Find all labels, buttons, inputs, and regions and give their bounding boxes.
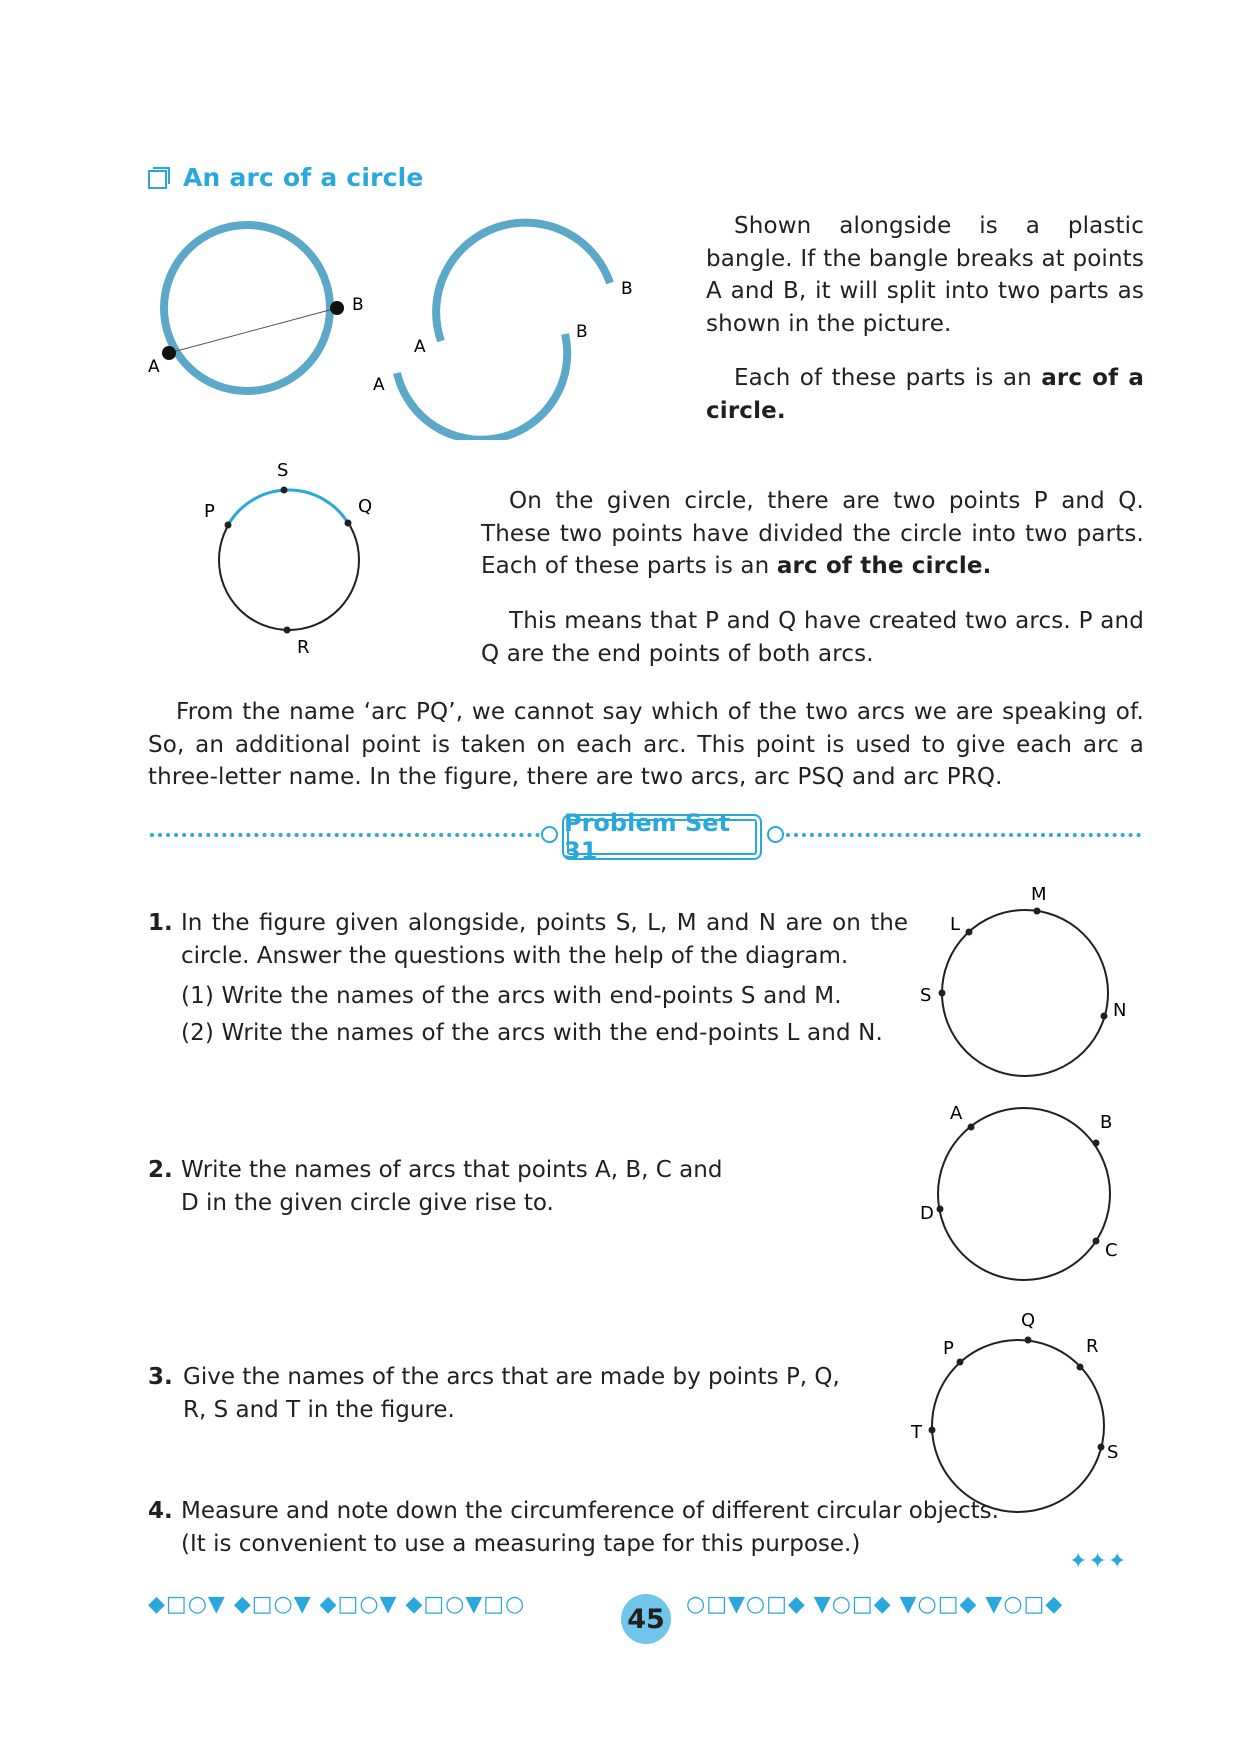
- explain-paragraph-1: [481, 485, 1144, 583]
- point-d: [937, 1206, 944, 1213]
- label-q: Q: [358, 496, 373, 517]
- label-s: S: [920, 985, 932, 1006]
- label-top-a: A: [414, 337, 426, 357]
- point-c: [1093, 1238, 1100, 1245]
- intro-paragraph: [706, 210, 1144, 340]
- section-heading: [148, 160, 424, 194]
- divider-ring-left: [541, 826, 558, 843]
- label-p: P: [204, 501, 215, 522]
- label-r: R: [297, 637, 310, 658]
- footer-pattern-right: ○□▼○□◆ ▼○□◆ ▼○□◆ ▼○□◆: [686, 1592, 1064, 1617]
- divider-ring-right: [767, 826, 784, 843]
- point-p: [957, 1359, 964, 1366]
- point-q: [345, 520, 352, 527]
- label-bottom-a: A: [373, 375, 385, 395]
- point-t: [929, 1427, 936, 1434]
- label-q: Q: [1021, 1310, 1036, 1331]
- label-r: R: [1086, 1336, 1099, 1357]
- divider-right: [786, 833, 1141, 837]
- explain-bold-1: arc of the circle.: [776, 553, 992, 579]
- abcd-circle-figure: [900, 1095, 1140, 1295]
- point-r: [284, 627, 291, 634]
- question-text: Write the names of arcs that points A, B, C and D in the given circle give rise to.: [181, 1157, 723, 1216]
- point-s: [1098, 1444, 1105, 1451]
- label-top-b: B: [621, 279, 633, 299]
- bangle-figure: [140, 200, 660, 440]
- point-n: [1101, 1013, 1108, 1020]
- question-1-sub-2: (2) Write the names of the arcs with the end-points L and N.: [181, 1020, 883, 1046]
- arc-definition-text: Each of these parts is an: [734, 365, 1042, 391]
- question-number: 3.: [148, 1364, 173, 1390]
- arc-psq: [228, 490, 348, 525]
- intro-text: Shown alongside is a plastic bangle. If the bangle breaks at points A and B, it will split into two parts as shown in the picture.: [706, 213, 1144, 337]
- label-n: N: [1113, 1000, 1127, 1021]
- label-s: S: [277, 460, 289, 481]
- abcd-circle: [938, 1108, 1113, 1280]
- explain-text-3: From the name ‘arc PQ’, we cannot say which of the two arcs we are speaking of. So, an additional point is taken on each arc. This point is used to give each arc a three-letter name. In the figure, there are two arcs, arc PSQ and arc PRQ.: [148, 699, 1144, 790]
- section-title: An arc of a circle: [183, 162, 424, 192]
- footer-pattern-left: ◆□○▼ ◆□○▼ ◆□○▼ ◆□○▼□○: [148, 1592, 526, 1617]
- label-d: D: [920, 1203, 934, 1224]
- point-r: [1077, 1364, 1084, 1371]
- page-number: 45: [621, 1594, 671, 1644]
- point-p: [225, 522, 232, 529]
- checkbox-square-icon: [148, 170, 167, 189]
- label-b: B: [1100, 1112, 1113, 1133]
- label-whole-a: A: [148, 357, 160, 377]
- label-whole-b: B: [352, 295, 364, 315]
- point-l: [966, 929, 973, 936]
- question-1-sub-1: (1) Write the names of the arcs with end-points S and M.: [181, 983, 842, 1009]
- arc-definition-paragraph: [706, 362, 1144, 427]
- label-c: C: [1105, 1240, 1118, 1261]
- question-number: 4.: [148, 1498, 173, 1524]
- explain-text-2: This means that P and Q have created two arcs. P and Q are the end points of both arcs.: [481, 608, 1144, 667]
- end-mark-icon: ✦✦✦: [1069, 1549, 1128, 1574]
- slmn-circle: [942, 910, 1108, 1076]
- label-t: T: [911, 1422, 922, 1443]
- explain-text-1: On the given circle, there are two points P and Q. These two points have divided the circle into two parts. Each of these parts is an: [481, 488, 1144, 579]
- question-text: Give the names of the arcs that are made by points P, Q, R, S and T in the figure.: [183, 1364, 840, 1423]
- explain-paragraph-2: [481, 605, 1144, 670]
- whole-bangle: [164, 225, 330, 391]
- question-text: In the figure given alongside, points S, L, M and N are on the circle. Answer the questions with the help of the diagram.: [181, 910, 908, 969]
- point-m: [1034, 908, 1041, 915]
- question-number: 1.: [148, 910, 173, 936]
- question-number: 2.: [148, 1157, 173, 1183]
- point-a: [968, 1124, 975, 1131]
- slmn-circle-figure: [900, 880, 1140, 1080]
- divider-left: [150, 833, 540, 837]
- problem-set-banner: [562, 809, 762, 865]
- pqrst-circle-figure: [900, 1290, 1140, 1520]
- point-b: [330, 301, 344, 315]
- arc-definition-bold: arc of a circle.: [706, 365, 1145, 424]
- point-b: [1093, 1140, 1100, 1147]
- problem-set-title: Problem Set 31: [564, 809, 730, 865]
- label-bottom-b: B: [576, 322, 588, 342]
- explain-paragraph-3: [148, 696, 1144, 794]
- chord-ab: [169, 308, 337, 353]
- label-s: S: [1107, 1442, 1119, 1463]
- point-q: [1025, 1337, 1032, 1344]
- point-a: [162, 346, 176, 360]
- label-m: M: [1031, 884, 1047, 905]
- point-s: [281, 487, 288, 494]
- question-text: Measure and note down the circumference of different circular objects. (It is convenient to use a measuring tape for this purpose.): [181, 1498, 999, 1557]
- label-a: A: [950, 1103, 963, 1124]
- label-l: L: [950, 914, 961, 935]
- pqr-circle-figure: [190, 450, 400, 670]
- point-s: [939, 990, 946, 997]
- label-p: P: [943, 1338, 954, 1359]
